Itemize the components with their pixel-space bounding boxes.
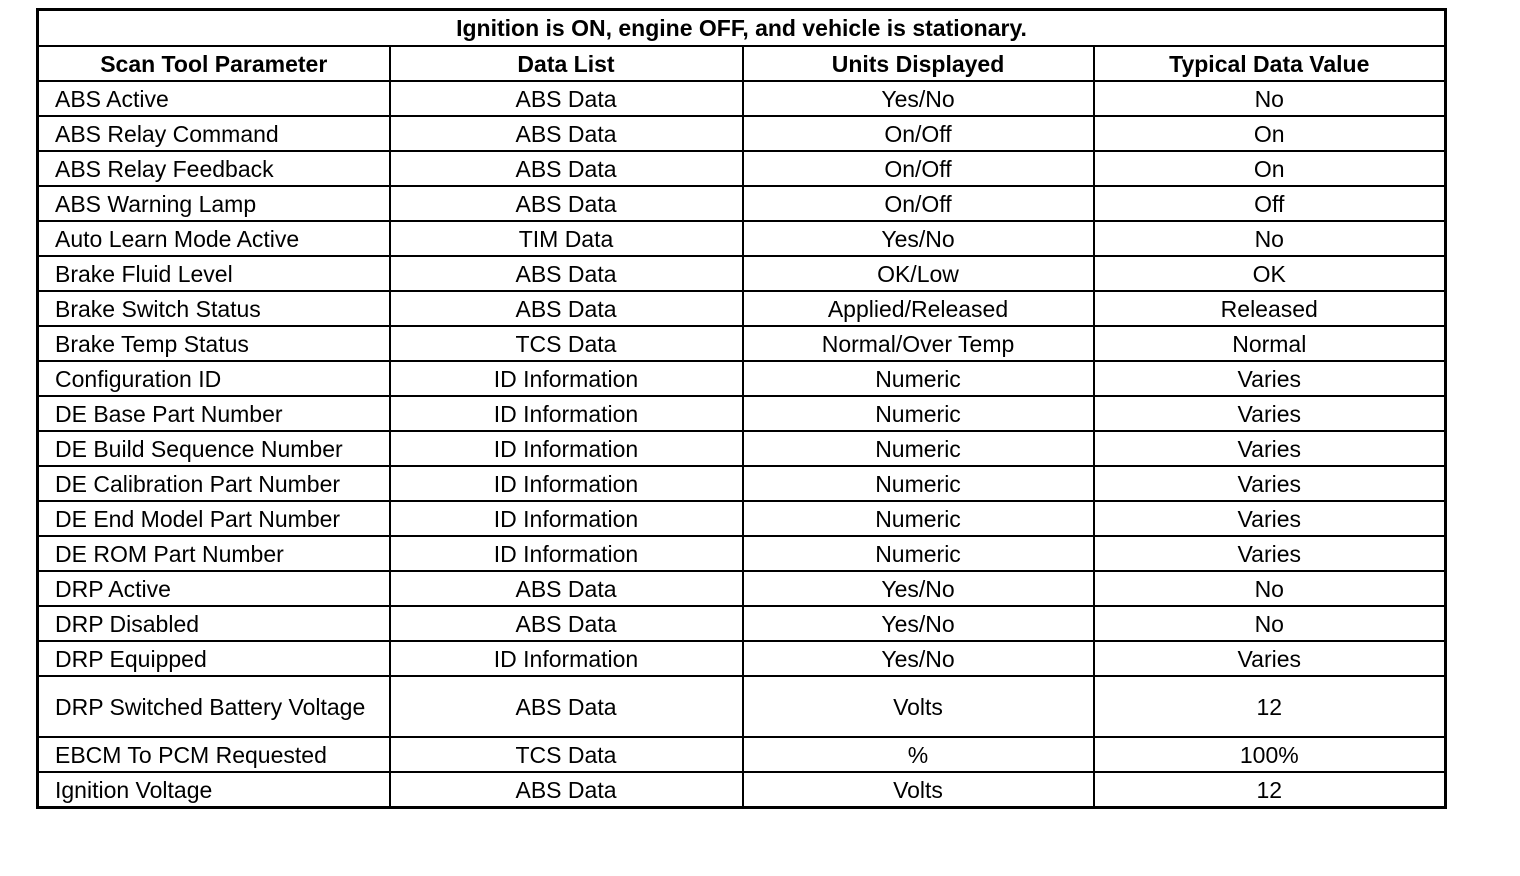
data-list-cell: ABS Data — [390, 186, 743, 221]
scan-tool-data-table-container — [36, 8, 1444, 809]
data-list-cell: ABS Data — [390, 676, 743, 737]
parameter-cell: DE End Model Part Number — [38, 501, 390, 536]
typical-value-cell: On — [1094, 151, 1446, 186]
parameter-cell: Configuration ID — [38, 361, 390, 396]
typical-value-cell: No — [1094, 571, 1446, 606]
data-list-cell: TIM Data — [390, 221, 743, 256]
typical-value-cell: Varies — [1094, 396, 1446, 431]
typical-value-cell: Varies — [1094, 501, 1446, 536]
scan-tool-data-table — [36, 8, 1447, 809]
typical-value-cell: No — [1094, 221, 1446, 256]
parameter-cell: ABS Active — [38, 81, 390, 116]
typical-value-cell: On — [1094, 116, 1446, 151]
typical-value-cell: OK — [1094, 256, 1446, 291]
table-row — [38, 772, 1446, 808]
parameter-cell: Brake Temp Status — [38, 326, 390, 361]
data-list-cell: ABS Data — [390, 606, 743, 641]
units-cell: On/Off — [743, 151, 1094, 186]
table-caption: Ignition is ON, engine OFF, and vehicle is stationary. — [38, 10, 1446, 47]
units-cell: Volts — [743, 772, 1094, 808]
units-cell: Numeric — [743, 431, 1094, 466]
parameter-cell: DRP Active — [38, 571, 390, 606]
table-row — [38, 501, 1446, 536]
typical-value-cell: 12 — [1094, 676, 1446, 737]
data-list-cell: ABS Data — [390, 81, 743, 116]
table-row — [38, 737, 1446, 772]
header-typical-data-value: Typical Data Value — [1094, 46, 1446, 81]
units-cell: % — [743, 737, 1094, 772]
units-cell: Yes/No — [743, 81, 1094, 116]
units-cell: Numeric — [743, 396, 1094, 431]
parameter-cell: DRP Switched Battery Voltage — [38, 676, 390, 737]
data-list-cell: ABS Data — [390, 772, 743, 808]
table-row — [38, 151, 1446, 186]
header-units-displayed: Units Displayed — [743, 46, 1094, 81]
parameter-cell: DRP Equipped — [38, 641, 390, 676]
units-cell: OK/Low — [743, 256, 1094, 291]
header-scan-tool-parameter: Scan Tool Parameter — [38, 46, 390, 81]
caption-row — [38, 10, 1446, 47]
data-list-cell: ID Information — [390, 466, 743, 501]
typical-value-cell: No — [1094, 606, 1446, 641]
typical-value-cell: Normal — [1094, 326, 1446, 361]
table-row — [38, 606, 1446, 641]
typical-value-cell: Varies — [1094, 361, 1446, 396]
parameter-cell: EBCM To PCM Requested — [38, 737, 390, 772]
typical-value-cell: Released — [1094, 291, 1446, 326]
typical-value-cell: Varies — [1094, 431, 1446, 466]
data-list-cell: ID Information — [390, 501, 743, 536]
table-row — [38, 571, 1446, 606]
typical-value-cell: Off — [1094, 186, 1446, 221]
parameter-cell: Ignition Voltage — [38, 772, 390, 808]
typical-value-cell: Varies — [1094, 466, 1446, 501]
header-row — [38, 46, 1446, 81]
table-row — [38, 221, 1446, 256]
data-list-cell: ABS Data — [390, 151, 743, 186]
table-row — [38, 396, 1446, 431]
units-cell: Numeric — [743, 501, 1094, 536]
parameter-cell: Brake Switch Status — [38, 291, 390, 326]
data-list-cell: ID Information — [390, 641, 743, 676]
units-cell: Applied/Released — [743, 291, 1094, 326]
data-list-cell: ID Information — [390, 361, 743, 396]
parameter-cell: DE Base Part Number — [38, 396, 390, 431]
units-cell: On/Off — [743, 116, 1094, 151]
data-list-cell: ABS Data — [390, 256, 743, 291]
units-cell: Normal/Over Temp — [743, 326, 1094, 361]
parameter-cell: DE ROM Part Number — [38, 536, 390, 571]
parameter-cell: ABS Relay Feedback — [38, 151, 390, 186]
data-list-cell: TCS Data — [390, 326, 743, 361]
header-data-list: Data List — [390, 46, 743, 81]
units-cell: Volts — [743, 676, 1094, 737]
units-cell: On/Off — [743, 186, 1094, 221]
table-row — [38, 466, 1446, 501]
table-row — [38, 256, 1446, 291]
table-row — [38, 431, 1446, 466]
typical-value-cell: Varies — [1094, 536, 1446, 571]
table-row — [38, 641, 1446, 676]
data-list-cell: ID Information — [390, 536, 743, 571]
data-list-cell: ID Information — [390, 431, 743, 466]
table-row — [38, 326, 1446, 361]
units-cell: Yes/No — [743, 571, 1094, 606]
typical-value-cell: 12 — [1094, 772, 1446, 808]
table-row — [38, 116, 1446, 151]
typical-value-cell: 100% — [1094, 737, 1446, 772]
data-list-cell: ABS Data — [390, 291, 743, 326]
parameter-cell: ABS Relay Command — [38, 116, 390, 151]
parameter-cell: Brake Fluid Level — [38, 256, 390, 291]
parameter-cell: DE Build Sequence Number — [38, 431, 390, 466]
data-list-cell: ID Information — [390, 396, 743, 431]
table-row — [38, 676, 1446, 737]
units-cell: Numeric — [743, 466, 1094, 501]
units-cell: Numeric — [743, 536, 1094, 571]
typical-value-cell: Varies — [1094, 641, 1446, 676]
table-row — [38, 536, 1446, 571]
parameter-cell: Auto Learn Mode Active — [38, 221, 390, 256]
parameter-cell: DRP Disabled — [38, 606, 390, 641]
table-row — [38, 81, 1446, 116]
units-cell: Yes/No — [743, 221, 1094, 256]
parameter-cell: DE Calibration Part Number — [38, 466, 390, 501]
data-list-cell: ABS Data — [390, 571, 743, 606]
parameter-cell: ABS Warning Lamp — [38, 186, 390, 221]
data-list-cell: TCS Data — [390, 737, 743, 772]
units-cell: Yes/No — [743, 606, 1094, 641]
typical-value-cell: No — [1094, 81, 1446, 116]
units-cell: Numeric — [743, 361, 1094, 396]
data-list-cell: ABS Data — [390, 116, 743, 151]
table-row — [38, 291, 1446, 326]
table-row — [38, 361, 1446, 396]
table-row — [38, 186, 1446, 221]
units-cell: Yes/No — [743, 641, 1094, 676]
